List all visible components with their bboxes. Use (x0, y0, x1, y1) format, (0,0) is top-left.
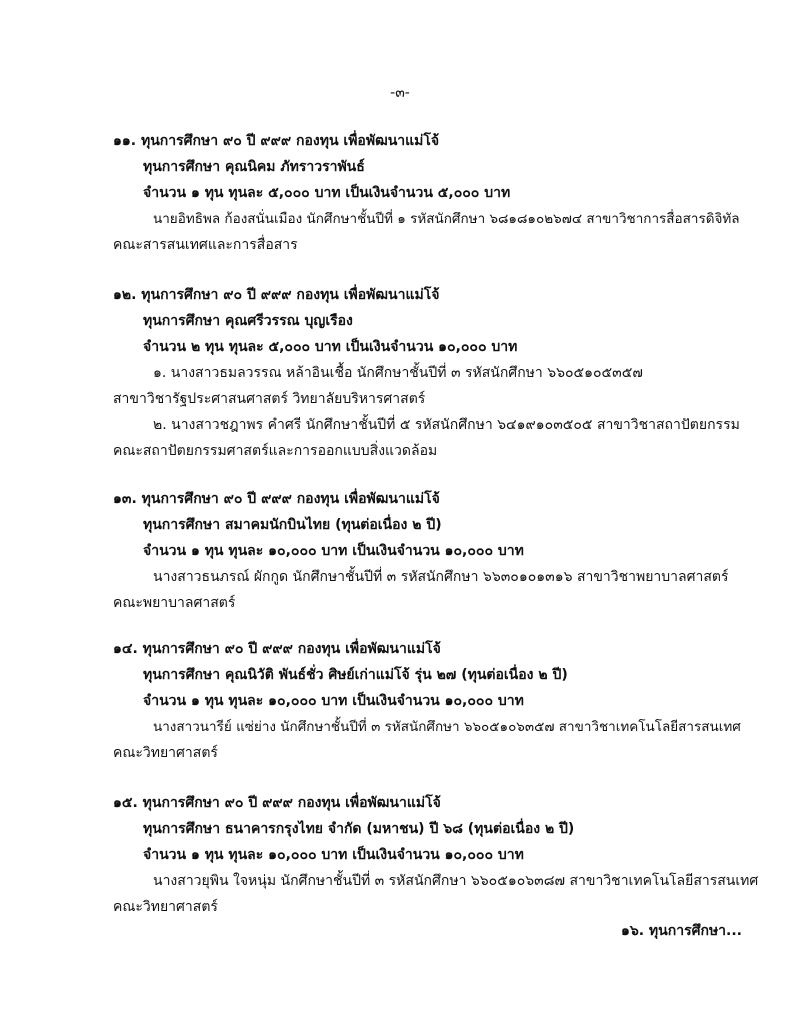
section-13-recipient-1-faculty: คณะพยาบาลศาสตร์ (113, 595, 236, 611)
page-number: -๓- (390, 85, 410, 101)
section-14-recipient-1-faculty: คณะวิทยาศาสตร์ (113, 745, 218, 761)
section-15-fund: ทุนการศึกษา ธนาคารกรุงไทย จำกัด (มหาชน) ปี ๖๘ (ทุนต่อเนื่อง ๒ ปี) (143, 821, 575, 837)
section-12-heading: ๑๒. ทุนการศึกษา ๙๐ ปี ๙๙๙ กองทุน เพื่อพัฒนาแม่โจ้ (113, 287, 440, 303)
section-11-recipient-1: นายอิทธิพล ก้องสนั่นเมือง นักศึกษาชั้นปีที่ ๑ รหัสนักศึกษา ๖๘๑๘๑๐๒๖๗๔ สาขาวิชาการสื่อสารดิจิทัล (153, 211, 740, 227)
section-15-recipient-1: นางสาวยุพิน ใจหนุ่ม นักศึกษาชั้นปีที่ ๓ รหัสนักศึกษา ๖๖๐๕๑๐๖๓๘๗ สาขาวิชาเทคโนโลยีสารสนเทศ (153, 873, 759, 889)
section-15-recipient-1-faculty: คณะวิทยาศาสตร์ (113, 899, 218, 915)
section-13-fund: ทุนการศึกษา สมาคมนักบินไทย (ทุนต่อเนื่อง ๒ ปี) (143, 517, 442, 533)
section-12-recipient-1-faculty: สาขาวิชารัฐประศาสนศาสตร์ วิทยาลัยบริหารศาสตร์ (113, 391, 426, 407)
section-11-amount: จำนวน ๑ ทุน ทุนละ ๕,๐๐๐ บาท เป็นเงินจำนวน ๕,๐๐๐ บาท (143, 185, 511, 201)
section-11-fund: ทุนการศึกษา คุณนิคม ภัทราวราพันธ์ (143, 159, 365, 175)
section-11-heading: ๑๑. ทุนการศึกษา ๙๐ ปี ๙๙๙ กองทุน เพื่อพัฒนาแม่โจ้ (113, 133, 440, 149)
section-12-fund: ทุนการศึกษา คุณศรีวรรณ บุญเรือง (143, 313, 353, 329)
section-13-amount: จำนวน ๑ ทุน ทุนละ ๑๐,๐๐๐ บาท เป็นเงินจำนวน ๑๐,๐๐๐ บาท (143, 543, 524, 559)
section-12-recipient-1: ๑. นางสาวธมลวรรณ หล้าอินเชื้อ นักศึกษาชั้นปีที่ ๓ รหัสนักศึกษา ๖๖๐๕๑๐๕๓๕๗ (153, 365, 643, 381)
section-15-heading: ๑๕. ทุนการศึกษา ๙๐ ปี ๙๙๙ กองทุน เพื่อพัฒนาแม่โจ้ (113, 795, 441, 811)
section-12-recipient-2: ๒. นางสาวชฎาพร คำศรี นักศึกษาชั้นปีที่ ๕ รหัสนักศึกษา ๖๔๑๙๑๐๓๕๐๕ สาขาวิชาสถาปัตยกรรม (153, 417, 740, 433)
section-14-heading: ๑๔. ทุนการศึกษา ๙๐ ปี ๙๙๙ กองทุน เพื่อพัฒนาแม่โจ้ (113, 641, 441, 657)
section-13-heading: ๑๓. ทุนการศึกษา ๙๐ ปี ๙๙๙ กองทุน เพื่อพัฒนาแม่โจ้ (113, 491, 440, 507)
section-15-amount: จำนวน ๑ ทุน ทุนละ ๑๐,๐๐๐ บาท เป็นเงินจำนวน ๑๐,๐๐๐ บาท (143, 847, 524, 863)
section-14-recipient-1: นางสาวนารีย์ แซ่ย่าง นักศึกษาชั้นปีที่ ๓ รหัสนักศึกษา ๖๖๐๕๑๐๖๓๕๗ สาขาวิชาเทคโนโลยีสารสนเทศ (153, 719, 741, 735)
section-12-recipient-2-faculty: คณะสถาปัตยกรรมศาสตร์และการออกแบบสิ่งแวดล้อม (113, 443, 438, 459)
continuation-marker: ๑๖. ทุนการศึกษา... (620, 923, 742, 939)
section-14-fund: ทุนการศึกษา คุณนิวัติ พันธ์ชั่ว ศิษย์เก่าแม่โจ้ รุ่น ๒๗ (ทุนต่อเนื่อง ๒ ปี) (143, 667, 568, 683)
section-13-recipient-1: นางสาวธนภรณ์ ผักกูด นักศึกษาชั้นปีที่ ๓ รหัสนักศึกษา ๖๖๓๐๑๐๑๓๑๖ สาขาวิชาพยาบาลศาสตร์ (153, 569, 729, 585)
section-11-recipient-1-faculty: คณะสารสนเทศและการสื่อสาร (113, 237, 298, 253)
section-14-amount: จำนวน ๑ ทุน ทุนละ ๑๐,๐๐๐ บาท เป็นเงินจำนวน ๑๐,๐๐๐ บาท (143, 693, 524, 709)
section-12-amount: จำนวน ๒ ทุน ทุนละ ๕,๐๐๐ บาท เป็นเงินจำนวน ๑๐,๐๐๐ บาท (143, 339, 518, 355)
